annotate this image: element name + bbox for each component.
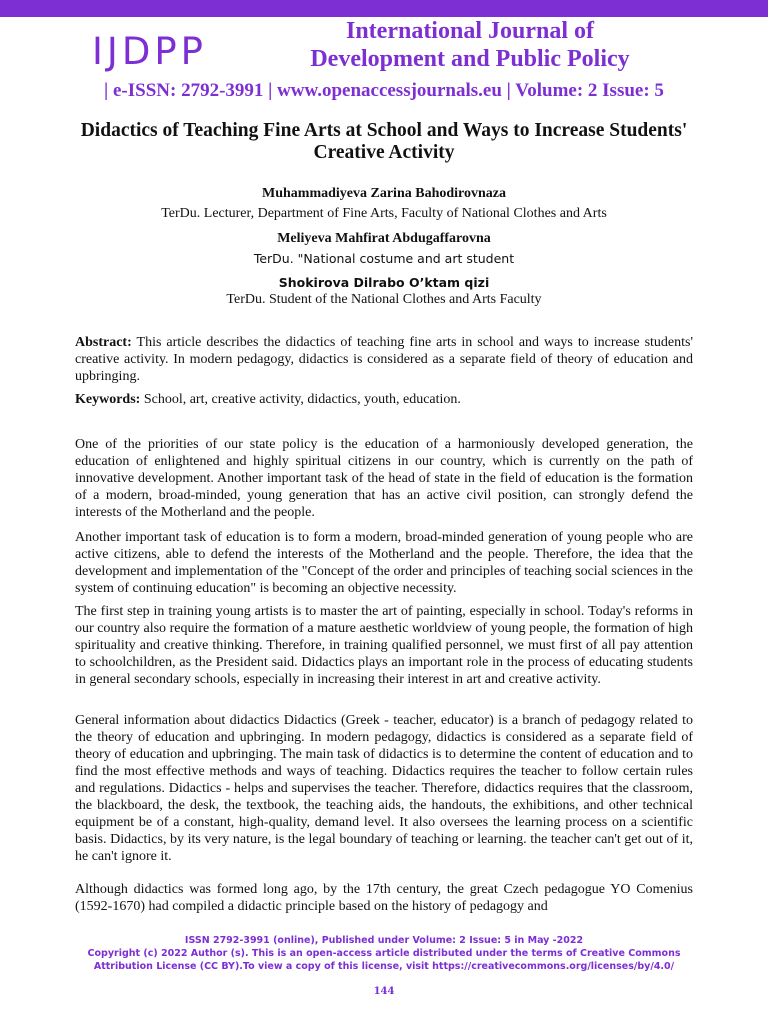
- journal-title: International Journal of Development and Public Policy: [310, 18, 630, 72]
- author-affiliation: TerDu. Student of the National Clothes and Arts Faculty: [226, 292, 542, 307]
- body-paragraph: General information about didactics Didactics (Greek - teacher, educator) is a branch of pedagogy related to the theory of education and upbringing. In modern pedagogy, didactics is considered as a separate field of theory of education and upbringing. The main task of didactics is to determine the content of education and to find the most effective methods and ways of teaching. Didactics requires the teacher to follow certain rules and regulations. Didactics - helps and supervises the teacher. Therefore, didactics requires that the classroom, the blackboard, the desk, the textbook, the teaching aids, the handouts, the exhibitions, and other technical equipment be of a constant, high-quality, demand level. It also oversees the learning process on a scientific basis. Didactics, by its very nature, is the legal boundary of teaching or learning. the teacher can't get out of it, he can't ignore it.: [75, 713, 693, 864]
- body-paragraph: Another important task of education is to form a modern, broad-minded generation of young people who are active citizens, able to defend the interests of the Motherland and the people. Therefore, the idea that the development and implementation of the "Concept of the order and principles of teaching social sciences in the system of continuing education" is becoming an objective necessity.: [75, 530, 693, 596]
- author-name: Muhammadiyeva Zarina Bahodirovnaza: [262, 186, 506, 201]
- page-number: 144: [373, 986, 395, 997]
- journal-logo: IJDPP: [92, 30, 207, 73]
- keywords: [75, 391, 693, 408]
- body-paragraph: One of the priorities of our state policy is the education of a harmoniously developed generation, the education of enlightened and highly spiritual citizens in our country, which is currently on the path of innovative development. Another important task of the head of state in the field of education is the formation of a modern, broad-minded, young generation that has an active civil position, can strongly defend the interests of the Motherland and the people.: [75, 437, 693, 520]
- body-paragraph: The first step in training young artists is to master the art of painting, especially in school. Today's reforms in our country also require the formation of a mature aesthetic worldview of young people, the formation of high spirituality and creative thinking. Therefore, in training qualified personnel, we must first of all pay attention to schoolchildren, as the President said. Didactics plays an important role in the process of educating students in general secondary schools, especially in increasing their interest in art and creative activity.: [75, 604, 693, 687]
- abstract: [75, 334, 693, 385]
- author-affiliation: TerDu. Lecturer, Department of Fine Arts, Faculty of National Clothes and Arts: [161, 206, 607, 221]
- paper-title: Didactics of Teaching Fine Arts at School and Ways to Increase Students' Creative Activity: [80, 120, 688, 163]
- author-name: Meliyeva Mahfirat Abdugaffarovna: [277, 231, 491, 246]
- footer-copyright-line: Copyright (c) 2022 Author (s). This is an open-access article distributed under the terms of Creative Commons: [87, 948, 681, 959]
- footer-issn-line: ISSN 2792-3991 (online), Published under Volume: 2 Issue: 5 in May -2022: [184, 935, 584, 946]
- abstract-text: This article describes the didactics of teaching fine arts in school and ways to increase students' creative activity. In modern pedagogy, didactics is considered as a separate field of theory of education and upbringing.: [75, 335, 693, 384]
- abstract-label: Abstract:: [75, 335, 132, 350]
- author-affiliation: TerDu. "National costume and art student: [253, 251, 515, 266]
- header-accent-bar: [0, 0, 768, 17]
- body-paragraph: Although didactics was formed long ago, by the 17th century, the great Czech pedagogue YO Comenius (1592-1670) had compiled a didactic principle based on the history of pedagogy and: [75, 882, 693, 914]
- issn-line: | e-ISSN: 2792-3991 | www.openaccessjournals.eu | Volume: 2 Issue: 5: [104, 80, 664, 101]
- author-name: Shokirova Dilrabo O’ktam qizi: [278, 275, 490, 290]
- footer-license-line: Attribution License (CC BY).To view a copy of this license, visit https://creativecommons.org/licenses/by/4.0/: [93, 961, 675, 972]
- keywords-label: Keywords:: [75, 392, 141, 407]
- license-footer: [60, 934, 708, 973]
- keywords-text: School, art, creative activity, didactics, youth, education.: [140, 392, 461, 407]
